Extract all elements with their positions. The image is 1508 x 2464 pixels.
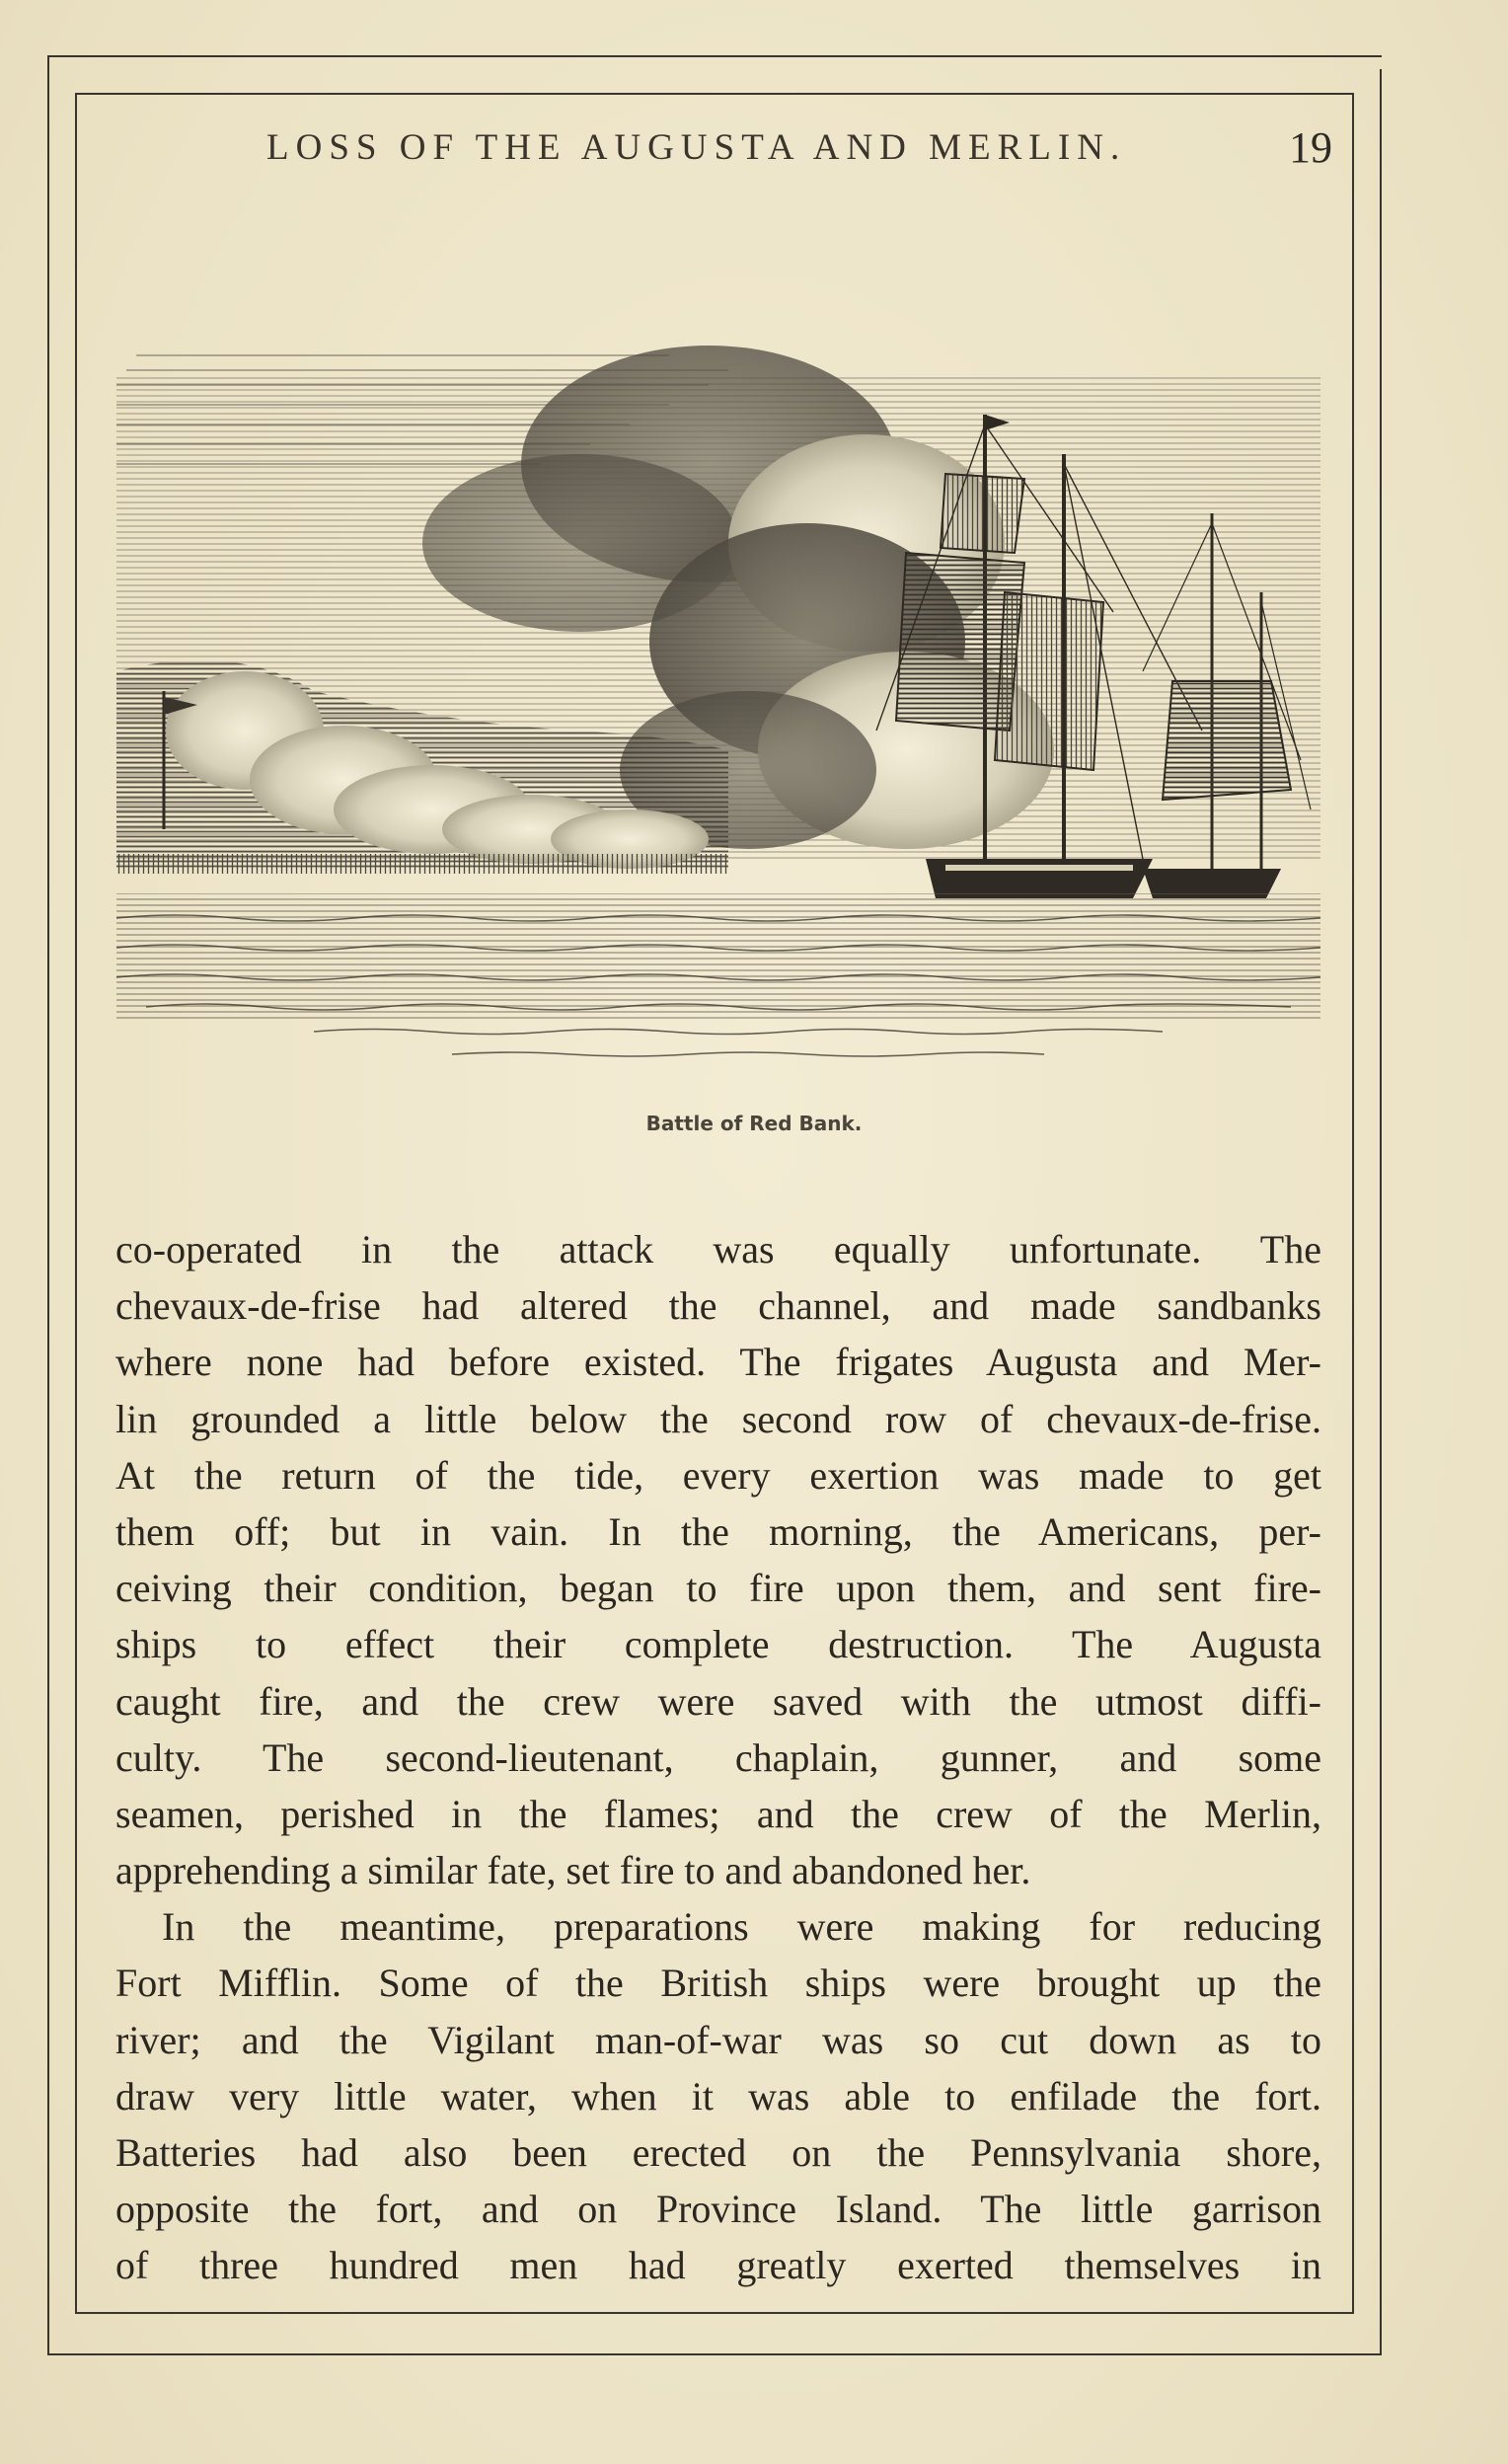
running-head: LOSS OF THE AUGUSTA AND MERLIN.: [266, 127, 1127, 168]
text-line: lin grounded a little below the second row of chevaux-de-frise.: [115, 1396, 1321, 1441]
text-line: ships to effect their complete destruction. The Augusta: [115, 1622, 1321, 1667]
text-line: culty. The second-lieutenant, chaplain, gunner, and some: [115, 1734, 1321, 1780]
text-line: apprehending a similar fate, set fire to and abandoned her.: [115, 1848, 1031, 1893]
illustration-caption: Battle of Red Bank.: [645, 1112, 863, 1135]
text-line: Batteries had also been erected on the Pennsylvania shore,: [115, 2130, 1321, 2175]
outer-frame-left: [47, 55, 49, 2355]
text-line: co-operated in the attack was equally unfortunate. The: [115, 1227, 1321, 1271]
body-text: [115, 1221, 1321, 2294]
outer-frame-bottom: [47, 2353, 1382, 2355]
inner-frame-bottom: [75, 2312, 1354, 2314]
text-line: seamen, perished in the flames; and the crew of the Merlin,: [115, 1791, 1321, 1836]
text-line: Fort Mifflin. Some of the British ships were brought up the: [115, 1961, 1321, 2006]
text-line: opposite the fort, and on Province Island. The little garrison: [115, 2187, 1321, 2232]
text-line: of three hundred men had greatly exerted themselves in: [115, 2243, 1321, 2288]
inner-frame-top: [75, 93, 1354, 95]
page-number: 19: [1289, 123, 1332, 172]
text-line: ceiving their condition, began to fire upon them, and sent fire-: [115, 1566, 1321, 1611]
text-line: chevaux-de-frise had altered the channel, and made sandbanks: [115, 1283, 1321, 1329]
water: [116, 893, 1320, 1022]
text-line: In the meantime, preparations were making for reducing: [162, 1904, 1321, 1950]
text-line: river; and the Vigilant man-of-war was so cut down as to: [115, 2017, 1321, 2062]
outer-frame-right: [1380, 69, 1382, 2355]
page-header: [118, 123, 1332, 176]
inner-frame-left: [75, 93, 77, 2314]
battle-engraving: [116, 316, 1320, 1076]
text-line: them off; but in vain. In the morning, the Americans, per-: [115, 1508, 1321, 1554]
text-line: At the return of the tide, every exertion was made to get: [115, 1452, 1321, 1498]
outer-frame-top: [47, 55, 1382, 57]
text-line: where none had before existed. The frigates Augusta and Mer-: [115, 1340, 1321, 1385]
text-line: caught fire, and the crew were saved with the utmost diffi-: [115, 1678, 1321, 1724]
fort-palisade: [116, 854, 728, 874]
text-line: draw very little water, when it was able to enfilade the fort.: [115, 2073, 1321, 2118]
inner-frame-right: [1352, 93, 1354, 2314]
